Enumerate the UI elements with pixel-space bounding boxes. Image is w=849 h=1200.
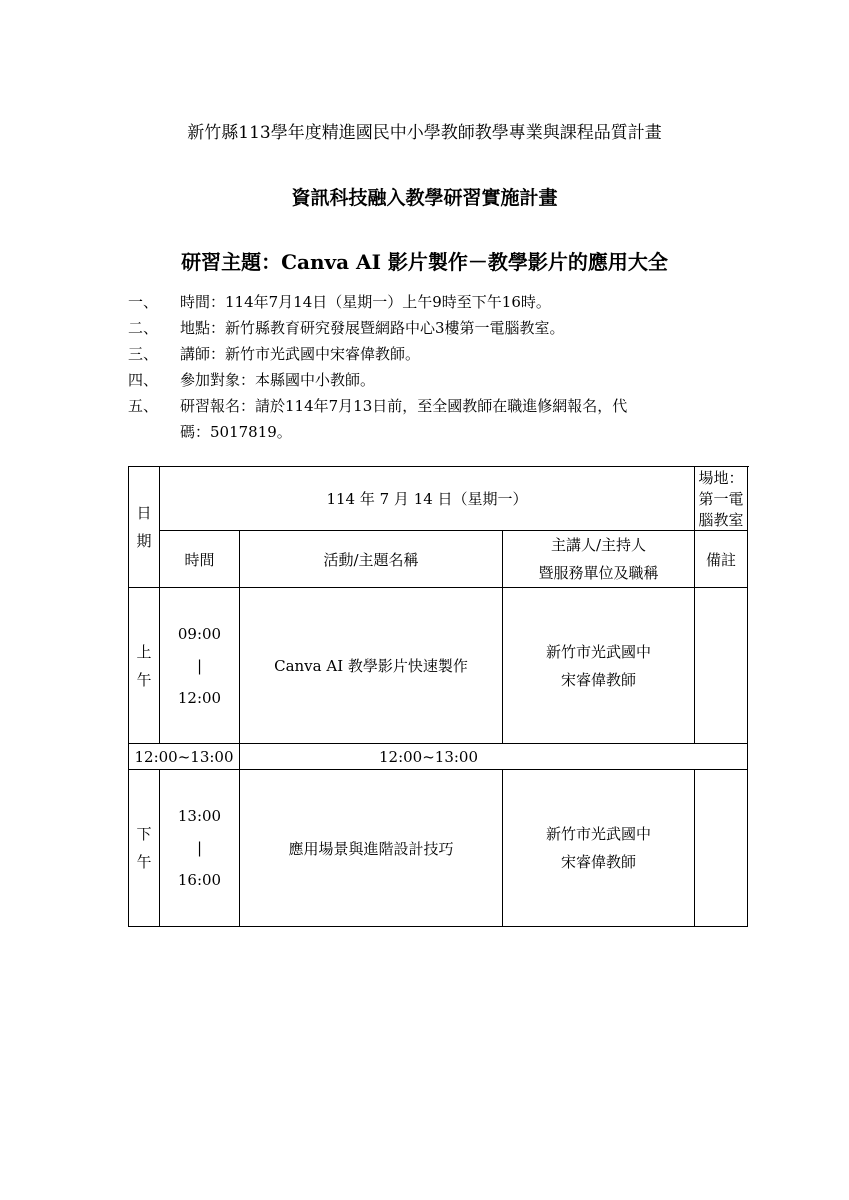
header-speaker: 主講人/主持人 暨服務單位及職稱: [503, 531, 695, 588]
item-number: 一、: [128, 293, 159, 311]
table-row-afternoon: [129, 770, 748, 927]
item-number: 二、: [128, 319, 159, 337]
afternoon-time: 13:00 | 16:00: [160, 770, 240, 927]
list-item: [128, 369, 375, 390]
date-cell: 114 年 7 月 14 日（星期一）: [160, 467, 695, 531]
list-item: [128, 395, 627, 416]
afternoon-activity: 應用場景與進階設計技巧: [240, 770, 503, 927]
afternoon-note: [695, 770, 748, 927]
header-note: 備註: [695, 531, 748, 588]
morning-speaker: 新竹市光武國中 宋睿偉教師: [503, 588, 695, 744]
afternoon-speaker: 新竹市光武國中 宋睿偉教師: [503, 770, 695, 927]
item-text: 參加對象：本縣國中小教師。: [180, 371, 376, 389]
item-text: 時間：114年7月14日（星期一）上午9時至下午16時。: [180, 293, 551, 311]
table-header-row: [129, 531, 748, 588]
list-item: [128, 291, 551, 312]
table-row-morning: [129, 588, 748, 744]
morning-label: 上 午: [129, 588, 160, 744]
break-text: 12:00~13:00: [240, 744, 748, 770]
item-number: 三、: [128, 345, 159, 363]
table-row-break: [129, 744, 748, 770]
schedule-table: [128, 466, 748, 927]
item-text: 研習報名：請於114年7月13日前，至全國教師在職進修網報名，代: [180, 397, 628, 415]
item-text-continuation: 碼：5017819。: [180, 423, 292, 441]
document-title: 資訊科技融入教學研習實施計畫: [291, 187, 558, 209]
morning-time: 09:00 | 12:00: [160, 588, 240, 744]
header-time: 時間: [160, 531, 240, 588]
item-text: 地點：新竹縣教育研究發展暨網路中心3樓第一電腦教室。: [180, 319, 565, 337]
table-row: [129, 467, 748, 531]
item-number: 五、: [128, 397, 159, 415]
date-label-cell: 日 期: [129, 467, 160, 588]
item-number: 四、: [128, 371, 159, 389]
list-item: [128, 343, 420, 364]
afternoon-label: 下 午: [129, 770, 160, 927]
list-item: [128, 317, 565, 338]
document-header: 新竹縣113學年度精進國民中小學教師教學專業與課程品質計畫: [187, 123, 662, 143]
venue-cell: 場地：第一電腦教室: [695, 467, 748, 531]
header-activity: 活動/主題名稱: [240, 531, 503, 588]
workshop-topic: 研習主題：Canva AI 影片製作－教學影片的應用大全: [181, 250, 668, 274]
morning-note: [695, 588, 748, 744]
break-time: 12:00~13:00: [129, 744, 240, 770]
item-text: 講師：新竹市光武國中宋睿偉教師。: [180, 345, 421, 363]
morning-activity: Canva AI 教學影片快速製作: [240, 588, 503, 744]
